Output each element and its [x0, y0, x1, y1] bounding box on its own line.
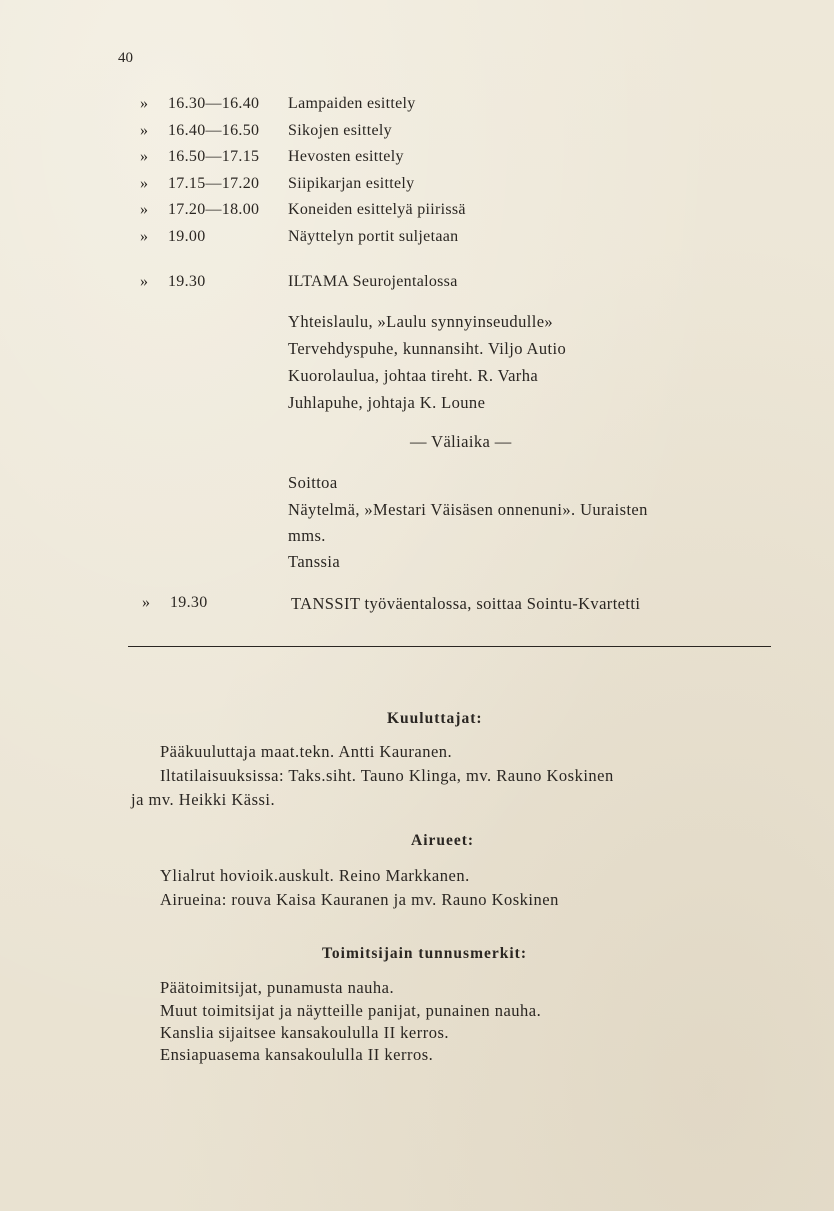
schedule-time: 17.20—18.00 [168, 201, 260, 218]
schedule-time: 19.30 [170, 594, 208, 611]
schedule-time: 16.30—16.40 [168, 95, 260, 112]
ditto-mark: » [140, 273, 149, 290]
heralds-line: Ylialrut hovioik.auskult. Reino Markkanen. [160, 866, 470, 885]
schedule-event: Lampaiden esittely [288, 95, 416, 112]
heralds-line: Airueina: rouva Kaisa Kauranen ja mv. Rauno Koskinen [160, 890, 559, 909]
schedule-event: Hevosten esittely [288, 148, 404, 165]
ditto-mark: » [140, 201, 149, 218]
announcers-line: ja mv. Heikki Kässi. [131, 790, 276, 809]
program-item: Soittoa [288, 473, 338, 492]
intermission: — Väliaika — [410, 432, 512, 451]
announcers-line: Pääkuuluttaja maat.tekn. Antti Kauranen. [160, 742, 453, 761]
program-item: Kuorolaulua, johtaa tireht. R. Varha [288, 366, 539, 385]
schedule-time: 19.00 [168, 228, 206, 245]
divider [128, 646, 771, 647]
schedule-event: Sikojen esittely [288, 122, 392, 139]
ditto-mark: » [140, 95, 149, 112]
ditto-mark: » [140, 228, 149, 245]
program-item: Yhteislaulu, »Laulu synnyinseudulle» [288, 312, 554, 331]
page-number: 40 [118, 50, 133, 66]
announcers-line: Iltatilaisuuksissa: Taks.siht. Tauno Klinga, mv. Rauno Koskinen [160, 766, 614, 785]
program-item: mms. [288, 526, 326, 545]
ditto-mark: » [142, 594, 151, 611]
schedule-time: 19.30 [168, 273, 206, 290]
ditto-mark: » [140, 122, 149, 139]
schedule-time: 17.15—17.20 [168, 175, 260, 192]
schedule-event: ILTAMA Seurojentalossa [288, 273, 458, 290]
badges-line: Ensiapuasema kansakoululla II kerros. [160, 1045, 434, 1064]
schedule-event: Siipikarjan esittely [288, 175, 415, 192]
program-item: Näytelmä, »Mestari Väisäsen onnenuni». Uuraisten [288, 500, 648, 519]
schedule-event: Koneiden esittelyä piirissä [288, 201, 466, 218]
schedule-event: Näyttelyn portit suljetaan [288, 228, 459, 245]
schedule-time: 16.50—17.15 [168, 148, 260, 165]
badges-line: Kanslia sijaitsee kansakoululla II kerros. [160, 1023, 450, 1042]
ditto-mark: » [140, 175, 149, 192]
program-item: Tanssia [288, 552, 341, 571]
program-item: Tervehdyspuhe, kunnansiht. Viljo Autio [288, 339, 567, 358]
announcers-heading: Kuuluttajat: [387, 710, 483, 727]
badges-line: Muut toimitsijat ja näytteille panijat, punainen nauha. [160, 1001, 542, 1020]
schedule-time: 16.40—16.50 [168, 122, 260, 139]
badges-line: Päätoimitsijat, punamusta nauha. [160, 978, 395, 997]
badges-heading: Toimitsijain tunnusmerkit: [322, 945, 527, 962]
ditto-mark: » [140, 148, 149, 165]
program-item: Juhlapuhe, johtaja K. Loune [288, 393, 486, 412]
schedule-event: TANSSIT työväentalossa, soittaa Sointu-Kvartetti [291, 594, 641, 613]
heralds-heading: Airueet: [411, 832, 475, 849]
